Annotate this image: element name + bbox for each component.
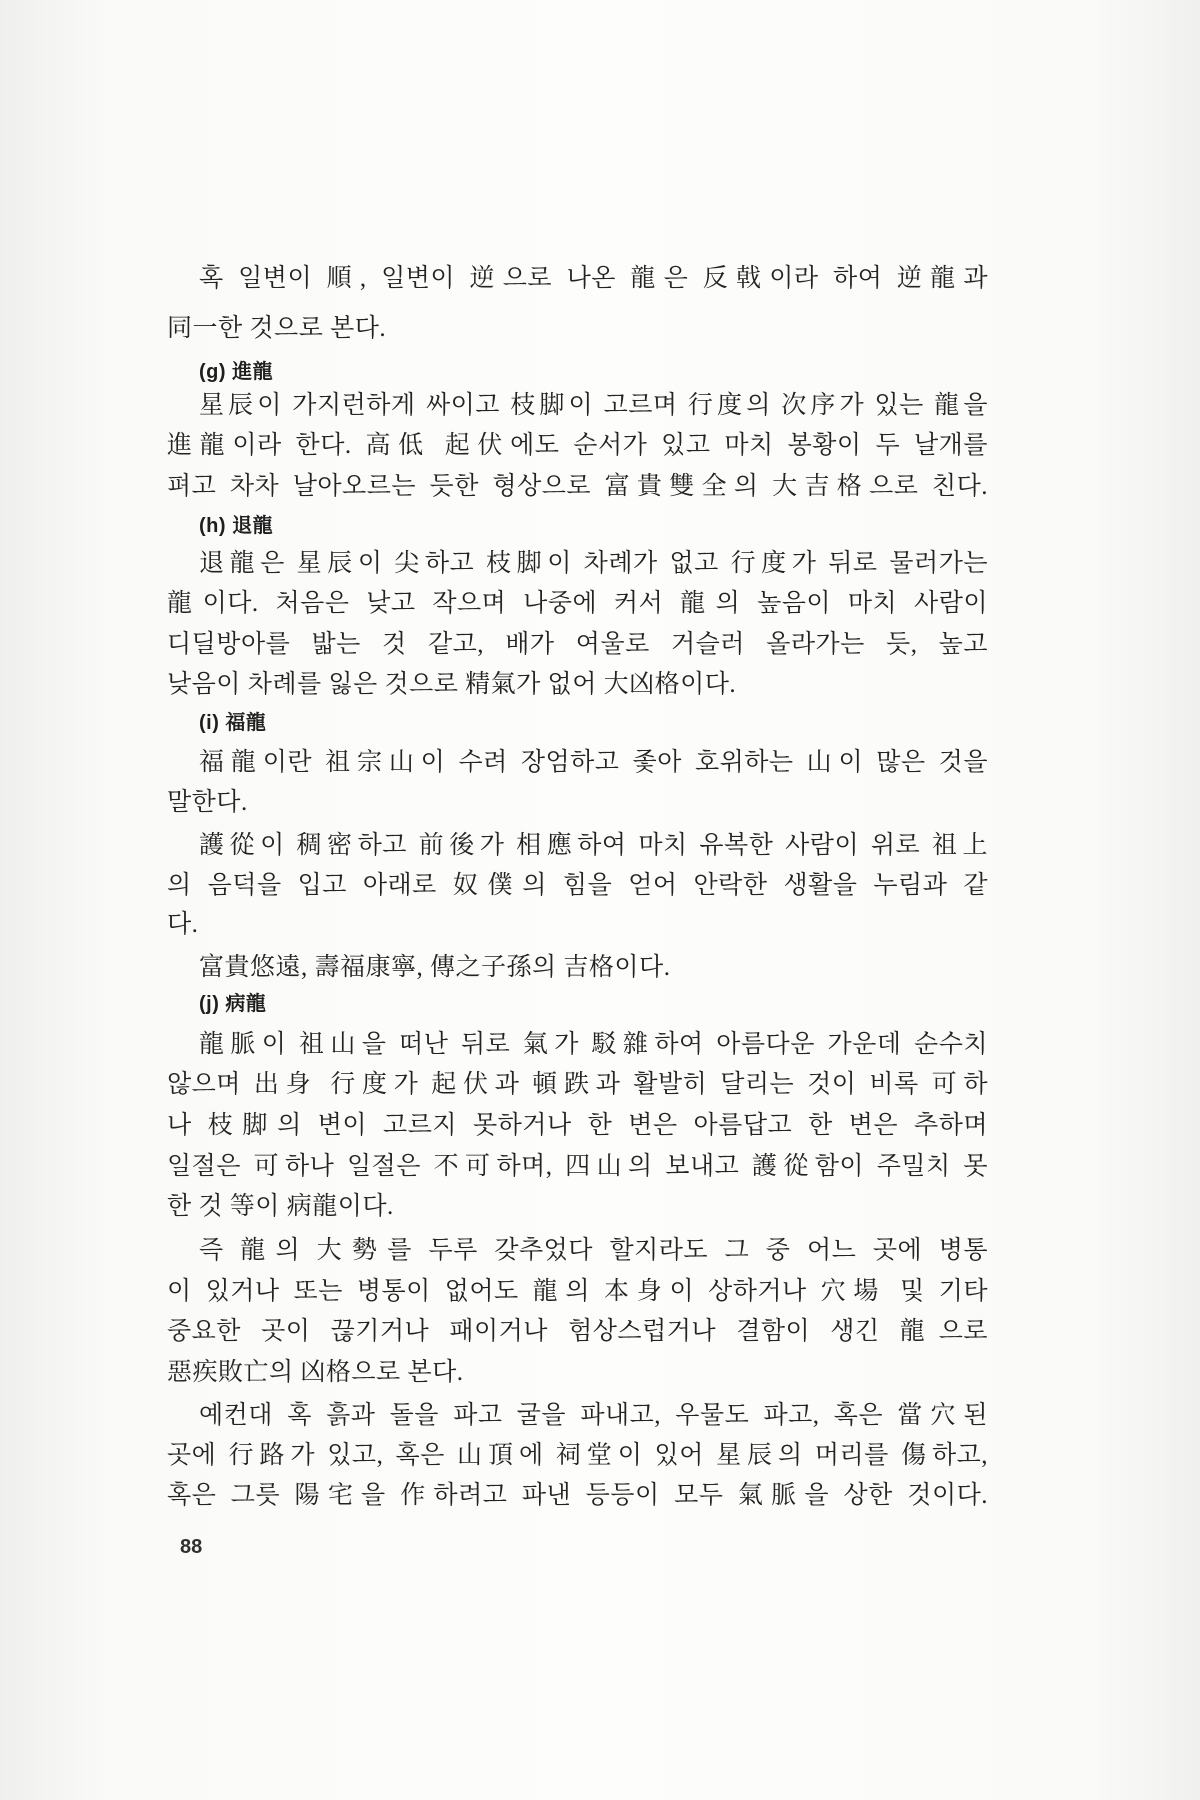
text-line: 進龍이라 한다. 高低 起伏에도 순서가 있고 마치 봉황이 두 날개를 bbox=[167, 432, 988, 459]
text-line: 일절은 可하나 일절은 不可하며, 四山의 보내고 護從함이 주밀치 못 bbox=[167, 1153, 988, 1180]
text-line: 중요한 곳이 끊기거나 패이거나 험상스럽거나 결함이 생긴 龍으로 bbox=[167, 1318, 988, 1345]
text-line: 의 음덕을 입고 아래로 奴僕의 힘을 얻어 안락한 생활을 누림과 같 bbox=[167, 872, 988, 899]
text-line: 한 것 等이 病龍이다. bbox=[167, 1193, 394, 1220]
text-line: 富貴悠遠, 壽福康寧, 傳之子孫의 吉格이다. bbox=[199, 954, 671, 981]
text-line: 않으며 出身 行度가 起伏과 頓跌과 활발히 달리는 것이 비록 可하 bbox=[167, 1071, 988, 1098]
text-line: 곳에 行路가 있고, 혹은 山頂에 祠堂이 있어 星辰의 머리를 傷하고, bbox=[167, 1442, 988, 1469]
text-line: 同一한 것으로 본다. bbox=[167, 315, 387, 342]
section-heading: (j) 病龍 bbox=[199, 993, 267, 1015]
text-line: 펴고 차차 날아오르는 듯한 형상으로 富貴雙全의 大吉格으로 친다. bbox=[167, 473, 988, 500]
text-line: 즉 龍의 大勢를 두루 갖추었다 할지라도 그 중 어느 곳에 병통 bbox=[199, 1237, 988, 1264]
text-line: 혹 일변이 順, 일변이 逆으로 나온 龍은 反戟이라 하여 逆龍과 bbox=[199, 265, 988, 292]
text-line: 龍脈이 祖山을 떠난 뒤로 氣가 駁雜하여 아름다운 가운데 순수치 bbox=[199, 1031, 988, 1058]
text-line: 혹은 그릇 陽宅을 作하려고 파낸 등등이 모두 氣脈을 상한 것이다. bbox=[167, 1482, 988, 1509]
text-line: 말한다. bbox=[167, 789, 248, 816]
text-line: 護從이 稠密하고 前後가 相應하여 마치 유복한 사람이 위로 祖上 bbox=[199, 832, 988, 859]
text-line: 星辰이 가지런하게 싸이고 枝脚이 고르며 行度의 次序가 있는 龍을 bbox=[199, 392, 988, 419]
text-line: 디딜방아를 밟는 것 같고, 배가 여울로 거슬러 올라가는 듯, 높고 bbox=[167, 631, 988, 658]
text-line: 낮음이 차례를 잃은 것으로 精氣가 없어 大凶格이다. bbox=[167, 671, 737, 698]
section-heading: (g) 進龍 bbox=[199, 361, 274, 383]
section-heading: (i) 福龍 bbox=[199, 712, 267, 734]
page-number: 88 bbox=[180, 1536, 203, 1558]
text-line: 예컨대 혹 흙과 돌을 파고 굴을 파내고, 우물도 파고, 혹은 當穴된 bbox=[199, 1402, 988, 1429]
section-heading: (h) 退龍 bbox=[199, 515, 274, 537]
text-line: 退龍은 星辰이 尖하고 枝脚이 차례가 없고 行度가 뒤로 물러가는 bbox=[199, 550, 988, 577]
text-line: 다. bbox=[167, 911, 199, 938]
text-line: 이 있거나 또는 병통이 없어도 龍의 本身이 상하거나 穴場 및 기타 bbox=[167, 1278, 988, 1305]
text-line: 惡疾敗亡의 凶格으로 본다. bbox=[167, 1359, 464, 1386]
text-line: 나 枝脚의 변이 고르지 못하거나 한 변은 아름답고 한 변은 추하며 bbox=[167, 1112, 988, 1139]
text-line: 龍이다. 처음은 낮고 작으며 나중에 커서 龍의 높음이 마치 사람이 bbox=[167, 590, 988, 617]
text-line: 福龍이란 祖宗山이 수려 장엄하고 좇아 호위하는 山이 많은 것을 bbox=[199, 749, 988, 776]
